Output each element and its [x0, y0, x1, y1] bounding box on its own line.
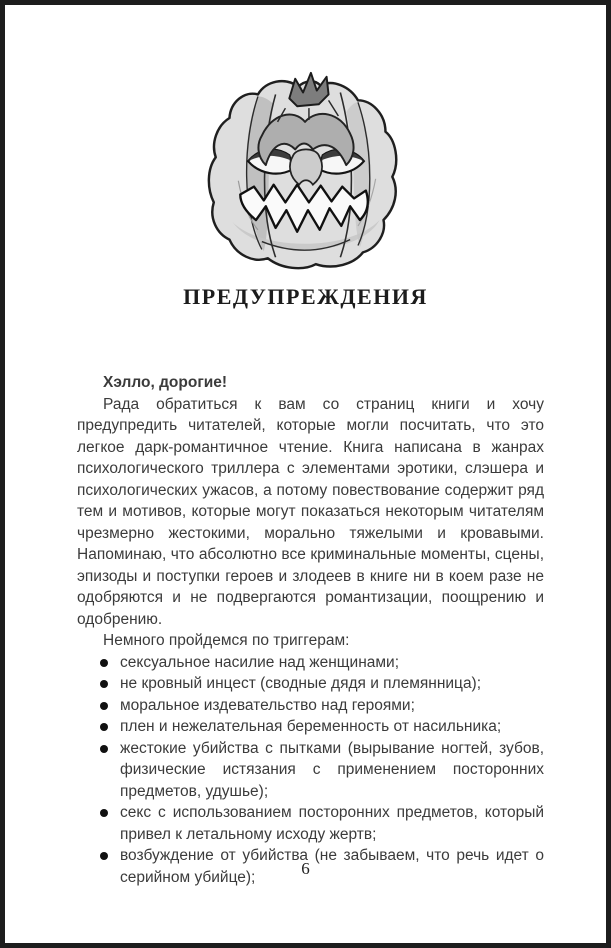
- chapter-title: ПРЕДУПРЕЖДЕНИЯ: [183, 284, 428, 309]
- trigger-item-text: секс с использованием посторонних предметов, который привел к летальному исходу жертв;: [120, 804, 544, 843]
- triggers-list: [77, 652, 544, 889]
- trigger-item: [77, 802, 544, 845]
- trigger-item: [77, 738, 544, 803]
- triggers-intro: Немного пройдемся по триггерам:: [103, 632, 350, 649]
- bullet-icon: [100, 659, 108, 667]
- trigger-item: [77, 652, 544, 674]
- jack-o-lantern-icon: [203, 65, 409, 273]
- bullet-icon: [100, 680, 108, 688]
- pumpkin-illustration: [203, 65, 409, 273]
- bullet-icon: [100, 702, 108, 710]
- warning-paragraph: Рада обратиться к вам со страниц книги и хочу предупредить читателей, которые могли посчитать, что это легкое дарк-романтичное чтение. Книга написана в жанрах психологического триллера с элементами эротики, слэшера и психологических ужасов, а потому повествование содержит ряд тем и мотивов, которые могут показаться некоторым читателям чрезмерно жестокими, морально тяжелыми и кровавыми. Напоминаю, что абсолютно все криминальные моменты, сцены, эпизоды и поступки героев и злодеев в книге ни в коем разе не одобряются и не подвергаются романтизации, поощрению и одобрению.: [77, 395, 544, 628]
- trigger-item: [77, 695, 544, 717]
- trigger-item: [77, 716, 544, 738]
- bullet-icon: [100, 723, 108, 731]
- trigger-item: [77, 673, 544, 695]
- bullet-icon: [100, 809, 108, 817]
- trigger-item-text: возбуждение от убийства (не забываем, что речь идет о серийном убийце);: [120, 847, 544, 886]
- trigger-item-text: моральное издевательство над героями;: [120, 696, 415, 714]
- greeting-paragraph: Хэлло, дорогие!: [103, 374, 228, 391]
- body-text: [5, 372, 606, 888]
- bullet-icon: [100, 745, 108, 753]
- trigger-item-text: сексуальное насилие над женщинами;: [120, 653, 400, 671]
- trigger-item-text: не кровный инцест (сводные дядя и племянница);: [120, 675, 482, 692]
- trigger-item-text: плен и нежелательная беременность от насильника;: [120, 718, 502, 735]
- page-number: 6: [301, 859, 310, 878]
- trigger-item-text: жестокие убийства с пытками (вырывание ногтей, зубов, физические истязания с применением посторонних предметов, удушье);: [120, 739, 544, 800]
